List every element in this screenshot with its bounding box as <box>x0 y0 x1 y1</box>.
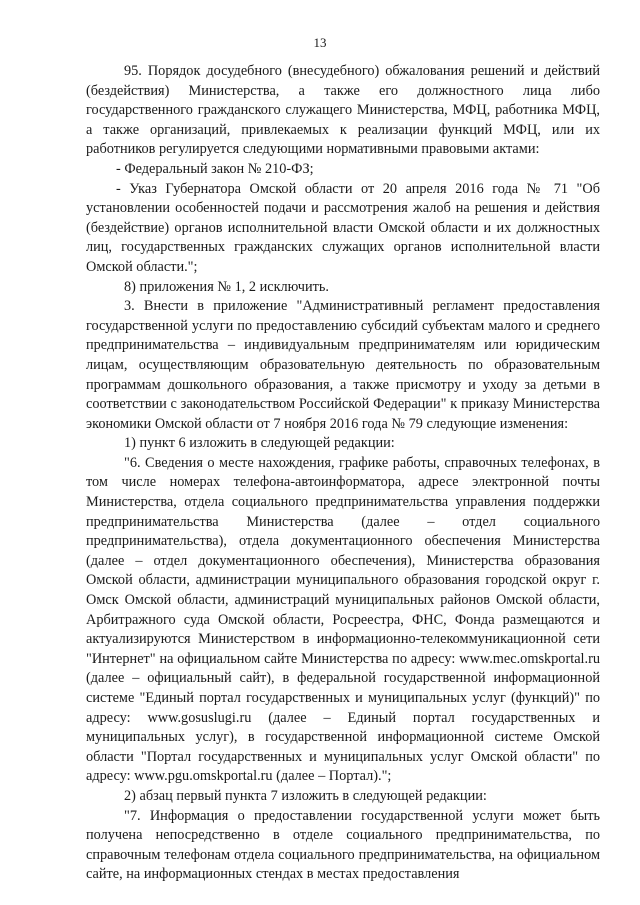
document-body <box>86 62 600 885</box>
paragraph-95-appeal-procedure: 95. Порядок досудебного (внесудебного) обжалования решений и действий (бездействия) Министерства, а также его должностного лица либо государственного гражданского служащего Министерства, МФЦ, работника МФЦ, а также организаций, привлекаемых к реализации функций МФЦ, или их работников регулируется следующими нормативными правовыми актами: <box>86 63 600 158</box>
paragraph-item-8: 8) приложения № 1, 2 исключить. <box>124 278 329 295</box>
paragraph-subitem-2: 2) абзац первый пункта 7 изложить в следующей редакции: <box>124 787 487 804</box>
list-item-federal-law: - Федеральный закон № 210-ФЗ; <box>116 160 314 177</box>
paragraph-subitem-1: 1) пункт 6 изложить в следующей редакции: <box>124 435 395 452</box>
page-number: 13 <box>313 35 327 50</box>
paragraph-point-6: "6. Сведения о месте нахождения, графике работы, справочных телефонах, в том числе номерах телефона-автоинформатора, адресе электронной почты Министерства, отдела социального предпринимательства управления поддержки предпринимательства Министерства (далее – отдел социального предпринимательства), отдела документационного обеспечения Министерства (далее – отдел документационного обеспечения), Министерства образования Омской области, администрации муниципального образования городской округ г. Омск Омской области, администраций муниципальных районов Омской области, Арбитражного суда Омской области, Росреестра, ФНС, Фонда размещаются и актуализируются Министерством в информационно-телекоммуникационной сети "Интернет" на официальном сайте Министерства по адресу: www.mec.omskportal.ru (далее – официальный сайт), в федеральной государственной информационной системе "Единый портал государственных и муниципальных услуг (функций)" по адресу: www.gosuslugi.ru (далее – Единый портал государственных и муниципальных услуг), в государственной информационной системе Омской области "Портал государственных и муниципальных услуг Омской области" по адресу: www.pgu.omskportal.ru (далее – Портал)."; <box>86 454 600 785</box>
paragraph-section-3: 3. Внести в приложение "Административный регламент предоставления государственной услуги по предоставлению субсидий субъектам малого и среднего предпринимательства – индивидуальным предпринимателям или юридическим лицам, осуществляющим образовательную деятельность по образовательным программам дошкольного образования, а также присмотру и уходу за детьми в соответствии с законодательством Российской Федерации" к приказу Министерства экономики Омской области от 7 ноября 2016 года № 79 следующие изменения: <box>86 298 600 432</box>
paragraph-point-7: "7. Информация о предоставлении государственной услуги может быть получена непосредственно в отделе социального предпринимательства, по справочным телефонам отдела социального предпринимательства, на официальном сайте, на информационных стендах в местах предоставления <box>86 807 600 883</box>
list-item-governor-decree: - Указ Губернатора Омской области от 20 апреля 2016 года № 71 "Об установлении особенностей подачи и рассмотрения жалоб на решения и действия (бездействие) органов исполнительной власти Омской области и их должностных лиц, государственных гражданских служащих органов исполнительной власти Омской области."; <box>86 180 600 275</box>
